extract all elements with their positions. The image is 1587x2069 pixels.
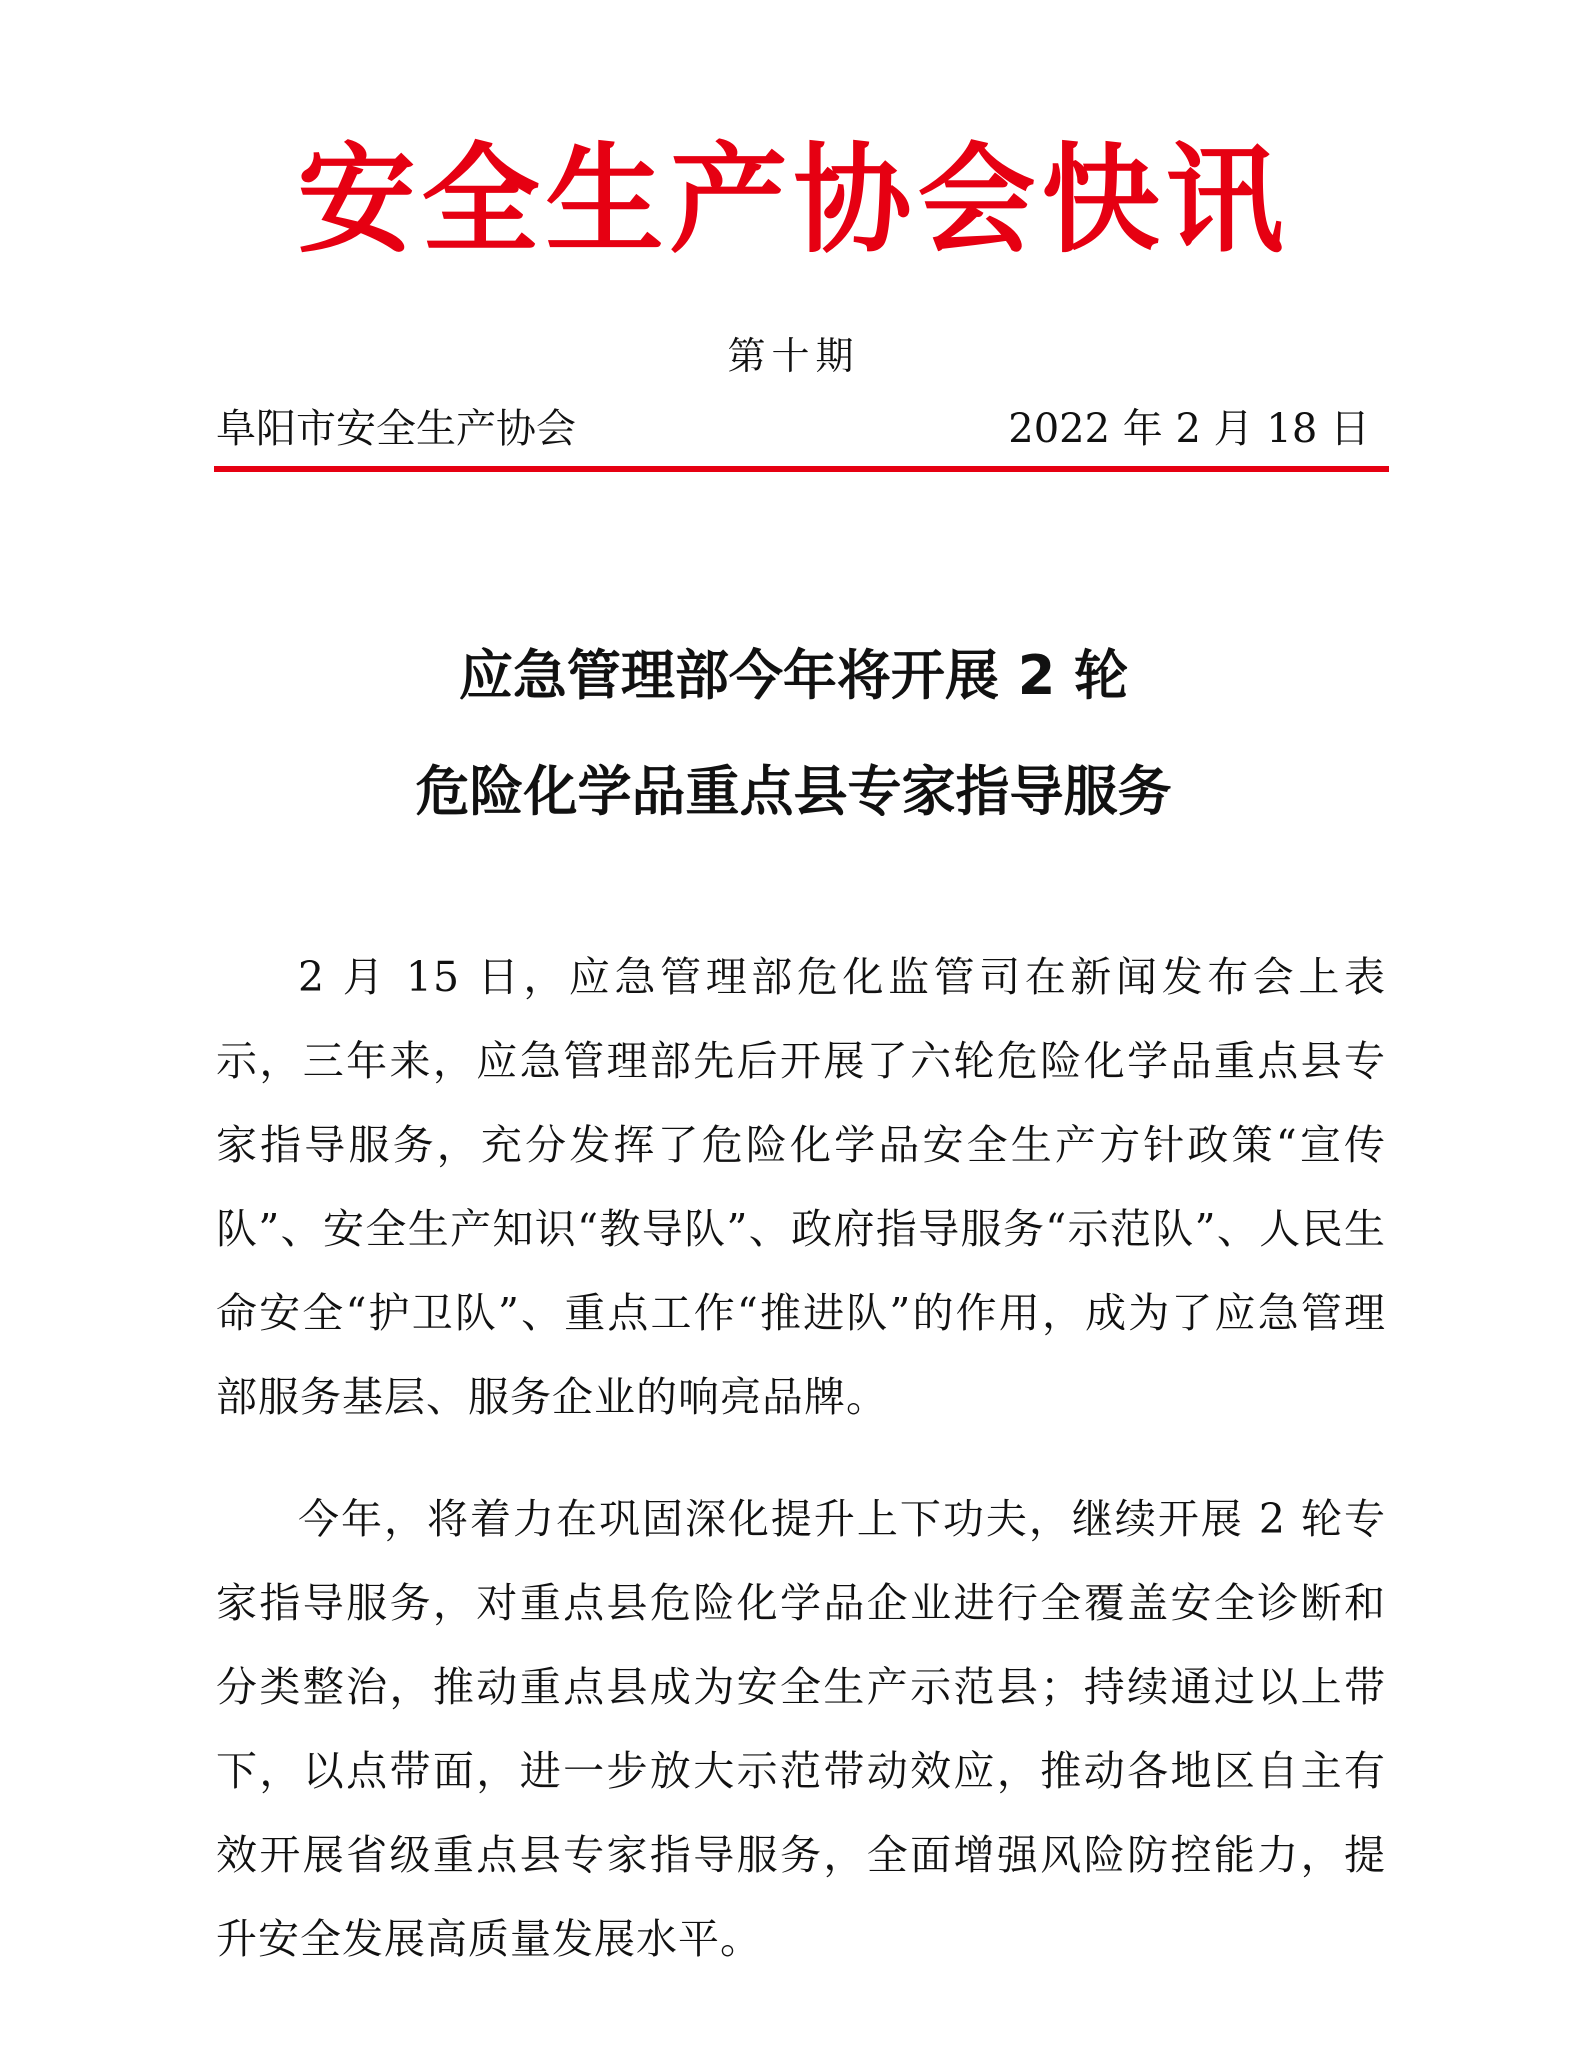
article-body-section-1 — [216, 935, 1386, 1439]
publish-date: 2022 年 2 月 18 日 — [1008, 406, 1370, 452]
article-title-line-1: 应急管理部今年将开展 2 轮 — [458, 644, 1129, 707]
red-divider — [214, 466, 1389, 472]
article-body-section-2 — [216, 1477, 1386, 1981]
publisher-name: 阜阳市安全生产协会 — [216, 406, 576, 452]
article-paragraph: 2 月 15 日，应急管理部危化监管司在新闻发布会上表示，三年来，应急管理部先后开展了六轮危险化学品重点县专家指导服务，充分发挥了危险化学品安全生产方针政策“宣传队”、安全生产知识“教导队”、政府指导服务“示范队”、人民生命安全“护卫队”、重点工作“推进队”的作用，成为了应急管理部服务基层、服务企业的响亮品牌。 — [216, 953, 1386, 1421]
article-paragraph: 今年，将着力在巩固深化提升上下功夫，继续开展 2 轮专家指导服务，对重点县危险化学品企业进行全覆盖安全诊断和分类整治，推动重点县成为安全生产示范县；持续通过以上带下，以点带面，进一步放大示范带动效应，推动各地区自主有效开展省级重点县专家指导服务，全面增强风险防控能力，提升安全发展高质量发展水平。 — [216, 1495, 1386, 1963]
article-title-line-2: 危险化学品重点县专家指导服务 — [415, 760, 1172, 823]
issue-number: 第十期 — [727, 334, 860, 378]
newsletter-title: 安全生产协会快讯 — [297, 130, 1290, 269]
article-title — [0, 618, 1587, 850]
